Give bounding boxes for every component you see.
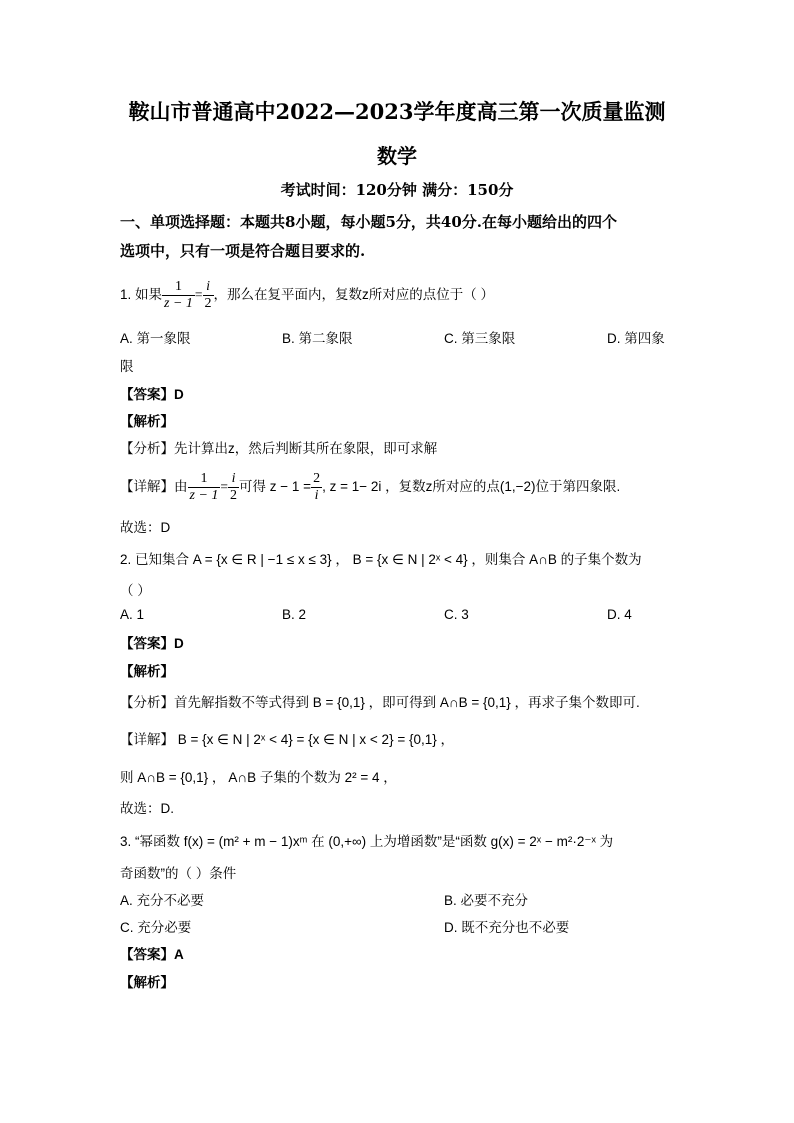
q1-fenxi: 【分析】先计算出z，然后判断其所在象限，即可求解	[120, 441, 438, 456]
q2-fenxi: 【分析】首先解指数不等式得到 B = {0,1} ，即可得到 A∩B = {0,1} ，再求子集个数即可.	[120, 695, 640, 710]
q1-fraction-left: $\frac{1}{z - 1}$	[164, 278, 193, 311]
q3-analysis-label: 【解析】	[120, 975, 174, 990]
exam-info: 考试时间：120分钟 满分：150分	[280, 181, 514, 199]
q1-analysis-label: 【解析】	[120, 414, 174, 429]
subject-title: 数学	[377, 144, 417, 168]
q1-option-a: A. 第一象限	[120, 331, 191, 346]
q3-option-a: A. 充分不必要	[120, 893, 205, 908]
q2-option-a: A. 1	[120, 607, 145, 622]
q3-option-c: C. 充分必要	[120, 920, 192, 935]
q2-answer: 【答案】D	[120, 636, 184, 651]
q2-detail: 【详解】 B = {x ∈ N | 2ˣ < 4} = {x ∈ N | x < 2} = {0,1} ，	[120, 732, 454, 747]
q2-detail-line2: 则 A∩B = {0,1} ， A∩B 子集的个数为 2² = 4 ，	[120, 770, 397, 785]
q1-detail: 【详解】由 $\frac{1}{z - 1}$ = $\frac{i}{2}$ 可得 z − 1 = $\frac{2}{i}$ , z = 1− 2i ，复数z所对应的点(1,−2)位于第四象限.	[120, 470, 621, 503]
q1-detail-fraction-z: $\frac{2}{i}$	[313, 470, 321, 503]
q2-paren: （ ）	[120, 583, 151, 598]
q1-option-c: C. 第三象限	[444, 331, 516, 346]
q1-number: 1. 如果	[120, 287, 163, 302]
q2-option-b: B. 2	[282, 607, 307, 622]
q1-fraction-right: $\frac{i}{2}$	[204, 278, 212, 311]
q1-option-d-wrap: 限	[120, 359, 134, 374]
question-1-stem: 1. 如果 $\frac{1}{z - 1}$ = $\frac{i}{2}$ ，那么在复平面内，复数z所对应的点位于（ ）	[120, 278, 495, 311]
q3-answer: 【答案】A	[120, 947, 184, 962]
q2-analysis-label: 【解析】	[120, 664, 174, 679]
q1-option-d: D. 第四象	[607, 331, 665, 346]
q1-detail-fraction-left: $\frac{1}{z - 1}$	[189, 470, 219, 503]
q1-conclusion: 故选：D	[120, 520, 171, 535]
question-2-stem: 2. 已知集合 A = {x ∈ R | −1 ≤ x ≤ 3} ， B = {x ∈ N | 2ˣ < 4} ，则集合 A∩B 的子集个数为	[120, 552, 642, 567]
q1-detail-fraction-right: $\frac{i}{2}$	[230, 470, 238, 503]
section-heading-cont: 选项中，只有一项是符合题目要求的.	[120, 242, 366, 260]
section-heading: 一、单项选择题：本题共8小题，每小题5分，共40分.在每小题给出的四个	[120, 213, 617, 231]
question-3-stem-cont: 奇函数”的（ ）条件	[120, 866, 237, 881]
q1-answer: 【答案】D	[120, 387, 184, 402]
q1-stem-rest: ，那么在复平面内，复数z所对应的点位于（ ）	[213, 287, 495, 302]
q3-option-b: B. 必要不充分	[444, 893, 529, 908]
q3-option-d: D. 既不充分也不必要	[444, 920, 570, 935]
page-title: 鞍山市普通高中2022—2023学年度高三第一次质量监测	[128, 99, 666, 124]
q2-option-d: D. 4	[607, 607, 632, 622]
q2-option-c: C. 3	[444, 607, 469, 622]
q2-conclusion: 故选：D.	[120, 801, 174, 816]
q1-option-b: B. 第二象限	[282, 331, 353, 346]
question-3-stem: 3. “幂函数 f(x) = (m² + m − 1)xᵐ 在 (0,+∞) 上为增函数”是“函数 g(x) = 2ˣ − m²·2⁻ˣ 为	[120, 834, 614, 849]
